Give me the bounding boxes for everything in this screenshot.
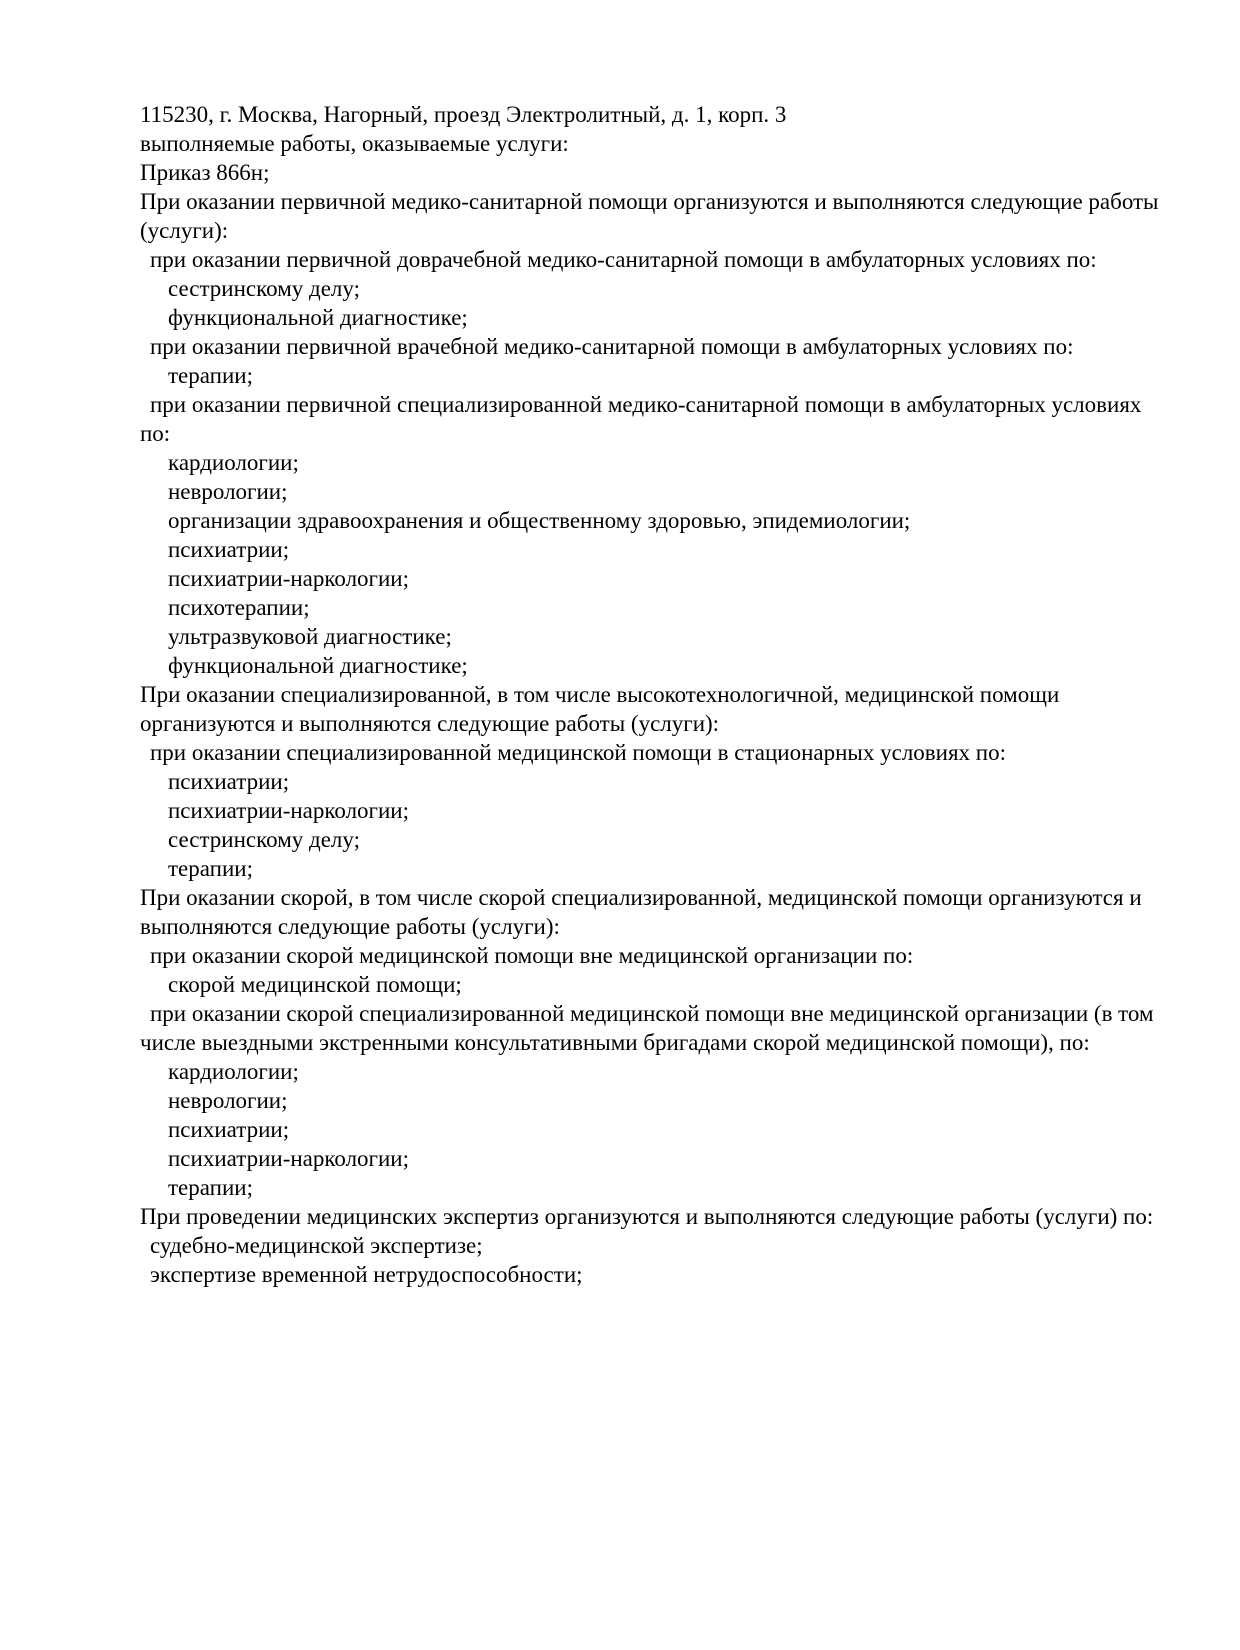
doc-paragraph: при оказании скорой медицинской помощи вне медицинской организации по: [150, 943, 914, 968]
list-item: функциональной диагностике; [168, 653, 468, 678]
doc-paragraph: При проведении медицинских экспертиз организуются и выполняются следующие работы (услуги) по: [140, 1204, 1154, 1229]
doc-paragraph: выполняемые работы, оказываемые услуги: [140, 131, 569, 156]
doc-paragraph: При оказании скорой, в том числе скорой специализированной, медицинской помощи организуются и выполняются следующие работы (услуги): [140, 885, 1142, 939]
list-item: терапии; [168, 856, 253, 881]
doc-paragraph: при оказании специализированной медицинской помощи в стационарных условиях по: [150, 740, 1006, 765]
list-item: организации здравоохранения и общественному здоровью, эпидемиологии; [168, 508, 911, 533]
list-item: психиатрии-наркологии; [168, 798, 409, 823]
list-item: терапии; [168, 363, 253, 388]
list-item: функциональной диагностике; [168, 305, 468, 330]
list-item: скорой медицинской помощи; [168, 972, 462, 997]
list-item: неврологии; [168, 479, 288, 504]
list-item: судебно-медицинской экспертизе; [150, 1233, 483, 1258]
doc-paragraph: При оказании специализированной, в том числе высокотехнологичной, медицинской помощи организуются и выполняются следующие работы (услуги): [140, 682, 1060, 736]
license-services-text-block [140, 100, 1171, 1289]
list-item: кардиологии; [168, 1059, 299, 1084]
list-item: ультразвуковой диагностике; [168, 624, 452, 649]
list-item: сестринскому делу; [168, 276, 360, 301]
list-item: экспертизе временной нетрудоспособности; [150, 1262, 583, 1287]
doc-paragraph: при оказании первичной доврачебной медико-санитарной помощи в амбулаторных условиях по: [150, 247, 1097, 272]
doc-paragraph: при оказании первичной врачебной медико-санитарной помощи в амбулаторных условиях по: [150, 334, 1074, 359]
list-item: кардиологии; [168, 450, 299, 475]
list-item: психиатрии; [168, 769, 290, 794]
doc-paragraph: При оказании первичной медико-санитарной помощи организуются и выполняются следующие работы (услуги): [140, 189, 1159, 243]
address-line: 115230, г. Москва, Нагорный, проезд Электролитный, д. 1, корп. 3 [140, 102, 787, 127]
list-item: неврологии; [168, 1088, 288, 1113]
doc-paragraph: Приказ 866н; [140, 160, 270, 185]
list-item: психиатрии; [168, 537, 290, 562]
list-item: сестринскому делу; [168, 827, 360, 852]
list-item: терапии; [168, 1175, 253, 1200]
list-item: психиатрии-наркологии; [168, 566, 409, 591]
doc-paragraph: при оказании скорой специализированной медицинской помощи вне медицинской организации (в том числе выездными экстренными консультативными бригадами скорой медицинской помощи), по: [140, 1001, 1154, 1055]
list-item: психиатрии-наркологии; [168, 1146, 409, 1171]
doc-paragraph: при оказании первичной специализированной медико-санитарной помощи в амбулаторных условиях по: [140, 392, 1142, 446]
list-item: психиатрии; [168, 1117, 290, 1142]
list-item: психотерапии; [168, 595, 310, 620]
